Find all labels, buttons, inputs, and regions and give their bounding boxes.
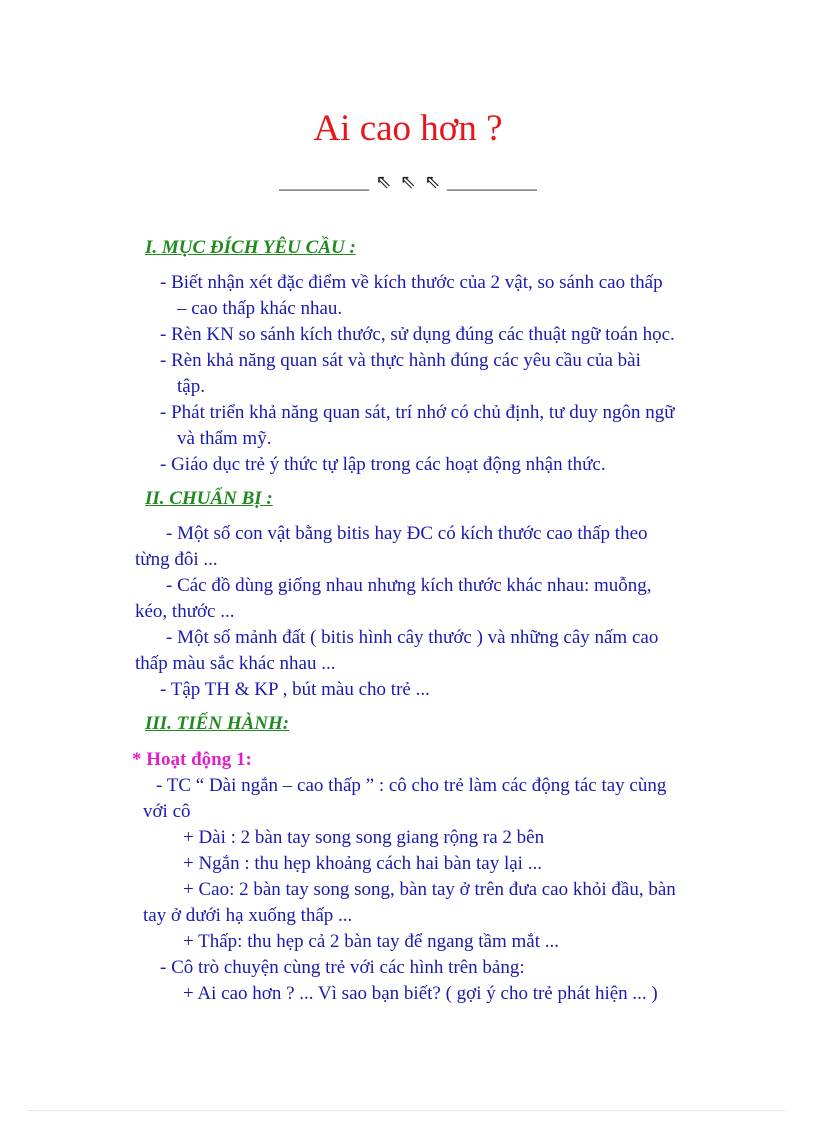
purpose-line: - Rèn khả năng quan sát và thực hành đúng các yêu cầu của bài — [160, 350, 641, 371]
section-heading-preparation: II. CHUẨN BỊ : — [145, 488, 273, 509]
procedure-line: + Ai cao hơn ? ... Vì sao bạn biết? ( gợi ý cho trẻ phát hiện ... ) — [183, 983, 658, 1004]
procedure-line: - TC “ Dài ngắn – cao thấp ” : cô cho trẻ làm các động tác tay cùng — [156, 775, 667, 796]
hollow-arrow-icon: ⇖ — [424, 171, 441, 193]
purpose-line: - Giáo dục trẻ ý thức tự lập trong các hoạt động nhận thức. — [160, 454, 606, 475]
procedure-line: + Thấp: thu hẹp cả 2 bàn tay để ngang tầm mắt ... — [183, 931, 560, 952]
separator-dashes-left: __________ — [279, 172, 370, 192]
purpose-line: - Rèn KN so sánh kích thước, sử dụng đúng các thuật ngữ toán học. — [160, 324, 675, 345]
preparation-line: - Một số con vật bằng bitis hay ĐC có kích thước cao thấp theo — [166, 523, 648, 544]
section-heading-purpose: I. MỤC ĐÍCH YÊU CẦU : — [145, 237, 356, 258]
procedure-line: + Dài : 2 bàn tay song song giang rộng ra 2 bên — [183, 827, 545, 848]
preparation-line: thấp màu sắc khác nhau ... — [135, 653, 336, 674]
title-separator — [0, 170, 816, 194]
preparation-line: từng đôi ... — [135, 549, 218, 570]
purpose-line: – cao thấp khác nhau. — [177, 298, 343, 319]
procedure-line: tay ở dưới hạ xuống thấp ... — [143, 905, 353, 926]
preparation-line: - Tập TH & KP , bút màu cho trẻ ... — [160, 679, 430, 700]
procedure-line: với cô — [143, 801, 191, 822]
procedure-line: + Cao: 2 bàn tay song song, bàn tay ở trên đưa cao khỏi đầu, bàn — [183, 879, 676, 900]
page-bottom-rule — [28, 1110, 788, 1111]
purpose-line: - Phát triển khả năng quan sát, trí nhớ có chủ định, tư duy ngôn ngữ — [160, 402, 675, 423]
hollow-arrow-icon: ⇖ — [375, 171, 392, 193]
purpose-line: và thẩm mỹ. — [177, 428, 272, 449]
hollow-arrow-icon: ⇖ — [400, 171, 416, 193]
procedure-line: - Cô trò chuyện cùng trẻ với các hình trên bảng: — [160, 957, 525, 978]
preparation-line: - Các đồ dùng giống nhau nhưng kích thước khác nhau: muỗng, — [166, 575, 652, 596]
separator-dashes-right: __________ — [446, 172, 537, 192]
purpose-line: tập. — [177, 376, 205, 397]
activity-heading: * Hoạt động 1: — [132, 749, 252, 770]
preparation-line: - Một số mảnh đất ( bitis hình cây thước ) và những cây nấm cao — [166, 627, 659, 648]
preparation-line: kéo, thước ... — [135, 601, 235, 622]
page-title: Ai cao hơn ? — [313, 108, 503, 149]
purpose-line: - Biết nhận xét đặc điểm về kích thước của 2 vật, so sánh cao thấp — [160, 272, 663, 293]
section-heading-procedure: III. TIẾN HÀNH: — [145, 713, 290, 734]
procedure-line: + Ngắn : thu hẹp khoảng cách hai bàn tay lại ... — [183, 853, 542, 874]
